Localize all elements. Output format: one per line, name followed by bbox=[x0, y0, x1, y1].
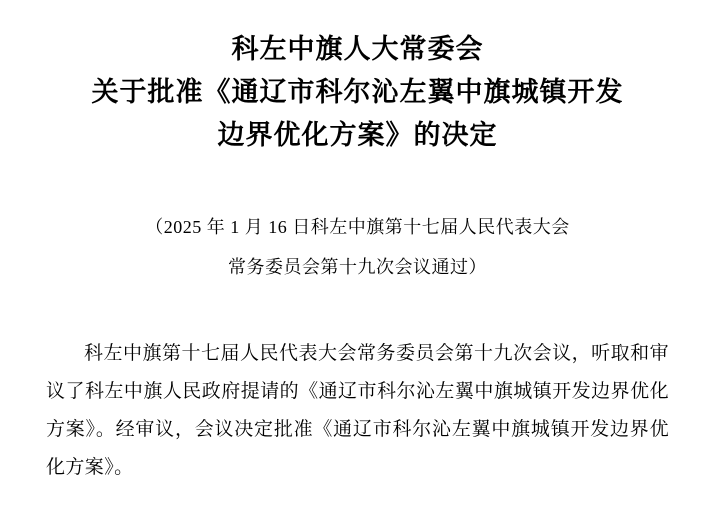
page-title-line-3: 边界优化方案》的决定 bbox=[217, 120, 498, 150]
document-paragraph: 科左中旗第十七届人民代表大会常务委员会第十九次会议，听取和审议了科左中旗人民政府提请的《通辽市科尔沁左翼中旗城镇开发边界优化方案》。经审议，会议决定批准《通辽市科尔沁左翼中旗城镇开发边界优化方案》。 bbox=[46, 343, 669, 478]
page-title-line-2: 关于批准《通辽市科尔沁左翼中旗城镇开发 bbox=[91, 77, 624, 107]
document-body bbox=[40, 335, 675, 487]
document-subtitle-line-2: 常务委员会第十九次会议通过） bbox=[228, 257, 487, 277]
page-title-line-1: 科左中旗人大常委会 bbox=[231, 34, 484, 64]
document-subtitle bbox=[40, 207, 675, 287]
document-subtitle-line-1: （2025 年 1 月 16 日科左中旗第十七届人民代表大会 bbox=[145, 217, 570, 237]
page-title bbox=[40, 18, 675, 157]
